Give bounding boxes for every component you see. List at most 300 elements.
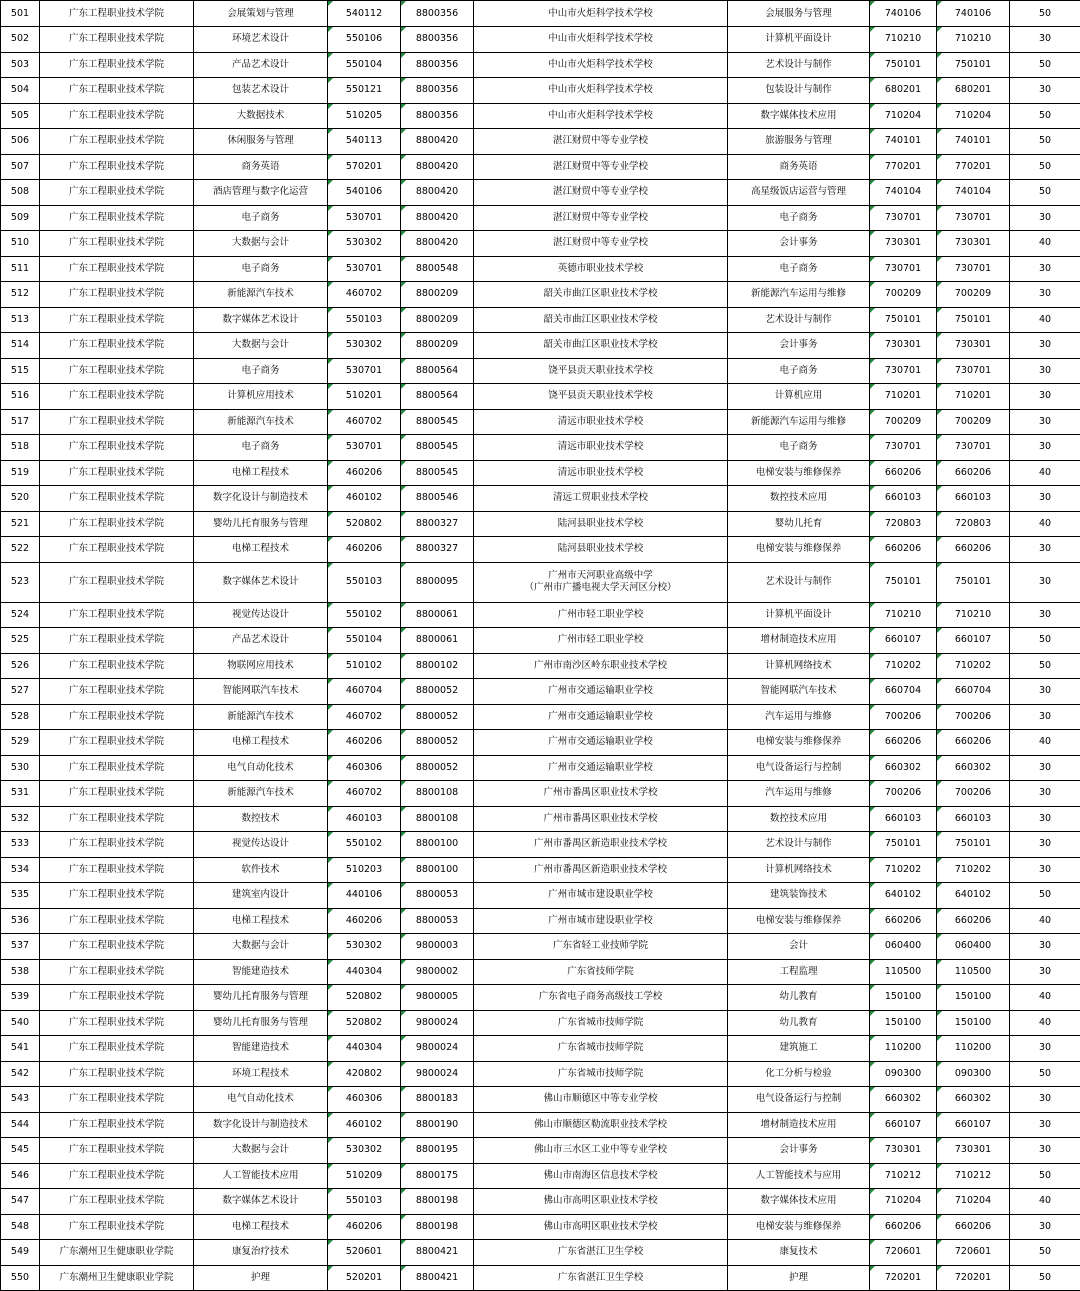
seq-cell[interactable]: 513 bbox=[1, 307, 40, 333]
school-major-cell[interactable]: 增材制造技术应用 bbox=[728, 628, 870, 654]
college-major-code-cell[interactable]: 570201 bbox=[328, 154, 401, 180]
school-major-code-cell[interactable]: 660302 bbox=[870, 755, 937, 781]
school-major-code2-cell[interactable]: 750101 bbox=[937, 307, 1010, 333]
plan-count-cell[interactable]: 30 bbox=[1010, 205, 1080, 231]
school-name-cell[interactable]: 清远市职业技术学校 bbox=[474, 409, 728, 435]
school-major-cell[interactable]: 电子商务 bbox=[728, 435, 870, 461]
college-major-cell[interactable]: 产品艺术设计 bbox=[194, 628, 328, 654]
school-code-cell[interactable]: 8800052 bbox=[401, 755, 474, 781]
college-cell[interactable]: 广东工程职业技术学院 bbox=[40, 231, 194, 257]
plan-count-cell[interactable]: 30 bbox=[1010, 486, 1080, 512]
school-name-cell[interactable]: 中山市火炬科学技术学校 bbox=[474, 52, 728, 78]
school-name-cell[interactable]: 广州市交通运输职业学校 bbox=[474, 730, 728, 756]
school-code-cell[interactable]: 8800100 bbox=[401, 857, 474, 883]
school-code-cell[interactable]: 8800198 bbox=[401, 1189, 474, 1215]
seq-cell[interactable]: 543 bbox=[1, 1087, 40, 1113]
school-major-code2-cell[interactable]: 150100 bbox=[937, 985, 1010, 1011]
school-major-cell[interactable]: 会计 bbox=[728, 934, 870, 960]
plan-count-cell[interactable]: 30 bbox=[1010, 1087, 1080, 1113]
plan-count-cell[interactable]: 30 bbox=[1010, 806, 1080, 832]
seq-cell[interactable]: 530 bbox=[1, 755, 40, 781]
school-major-code-cell[interactable]: 660302 bbox=[870, 1087, 937, 1113]
college-cell[interactable]: 广东工程职业技术学院 bbox=[40, 1, 194, 27]
school-major-code2-cell[interactable]: 720201 bbox=[937, 1265, 1010, 1291]
school-major-code-cell[interactable]: 720601 bbox=[870, 1240, 937, 1266]
plan-count-cell[interactable]: 50 bbox=[1010, 1265, 1080, 1291]
college-major-code-cell[interactable]: 460702 bbox=[328, 409, 401, 435]
seq-cell[interactable]: 542 bbox=[1, 1061, 40, 1087]
college-major-cell[interactable]: 电梯工程技术 bbox=[194, 908, 328, 934]
school-major-code-cell[interactable]: 710212 bbox=[870, 1163, 937, 1189]
plan-count-cell[interactable]: 50 bbox=[1010, 628, 1080, 654]
school-major-code2-cell[interactable]: 770201 bbox=[937, 154, 1010, 180]
college-major-cell[interactable]: 产品艺术设计 bbox=[194, 52, 328, 78]
school-major-code2-cell[interactable]: 660206 bbox=[937, 1214, 1010, 1240]
school-major-code-cell[interactable]: 730701 bbox=[870, 205, 937, 231]
school-major-code-cell[interactable]: 660704 bbox=[870, 679, 937, 705]
school-name-cell[interactable]: 清远市职业技术学校 bbox=[474, 435, 728, 461]
school-major-code2-cell[interactable]: 710204 bbox=[937, 1189, 1010, 1215]
college-major-cell[interactable]: 人工智能技术应用 bbox=[194, 1163, 328, 1189]
school-major-code-cell[interactable]: 700206 bbox=[870, 781, 937, 807]
college-major-cell[interactable]: 智能建造技术 bbox=[194, 1036, 328, 1062]
college-major-code-cell[interactable]: 520802 bbox=[328, 511, 401, 537]
school-major-cell[interactable]: 婴幼儿托育 bbox=[728, 511, 870, 537]
school-code-cell[interactable]: 8800102 bbox=[401, 653, 474, 679]
seq-cell[interactable]: 531 bbox=[1, 781, 40, 807]
school-major-cell[interactable]: 数控技术应用 bbox=[728, 486, 870, 512]
college-major-cell[interactable]: 大数据技术 bbox=[194, 103, 328, 129]
college-major-code-cell[interactable]: 460103 bbox=[328, 806, 401, 832]
college-major-cell[interactable]: 新能源汽车技术 bbox=[194, 282, 328, 308]
college-cell[interactable]: 广东工程职业技术学院 bbox=[40, 384, 194, 410]
college-major-cell[interactable]: 电子商务 bbox=[194, 205, 328, 231]
plan-count-cell[interactable]: 30 bbox=[1010, 282, 1080, 308]
college-major-cell[interactable]: 婴幼儿托育服务与管理 bbox=[194, 511, 328, 537]
school-code-cell[interactable]: 8800100 bbox=[401, 832, 474, 858]
college-major-cell[interactable]: 智能网联汽车技术 bbox=[194, 679, 328, 705]
college-major-cell[interactable]: 建筑室内设计 bbox=[194, 883, 328, 909]
school-major-cell[interactable]: 数字媒体技术应用 bbox=[728, 1189, 870, 1215]
college-major-code-cell[interactable]: 550106 bbox=[328, 27, 401, 53]
school-name-cell[interactable]: 湛江财贸中等专业学校 bbox=[474, 205, 728, 231]
school-major-code2-cell[interactable]: 660302 bbox=[937, 755, 1010, 781]
college-cell[interactable]: 广东工程职业技术学院 bbox=[40, 1163, 194, 1189]
school-name-cell[interactable]: 韶关市曲江区职业技术学校 bbox=[474, 333, 728, 359]
school-name-cell[interactable]: 陆河县职业技术学校 bbox=[474, 511, 728, 537]
school-name-cell[interactable]: 饶平县贡天职业技术学校 bbox=[474, 358, 728, 384]
college-major-code-cell[interactable]: 540113 bbox=[328, 129, 401, 155]
college-major-code-cell[interactable]: 460206 bbox=[328, 537, 401, 563]
plan-count-cell[interactable]: 30 bbox=[1010, 679, 1080, 705]
college-major-code-cell[interactable]: 540106 bbox=[328, 180, 401, 206]
college-major-code-cell[interactable]: 550102 bbox=[328, 832, 401, 858]
college-major-code-cell[interactable]: 550103 bbox=[328, 562, 401, 602]
school-major-code2-cell[interactable]: 660206 bbox=[937, 537, 1010, 563]
school-major-code-cell[interactable]: 740101 bbox=[870, 129, 937, 155]
seq-cell[interactable]: 534 bbox=[1, 857, 40, 883]
school-code-cell[interactable]: 8800545 bbox=[401, 409, 474, 435]
school-major-code-cell[interactable]: 710204 bbox=[870, 1189, 937, 1215]
school-code-cell[interactable]: 8800183 bbox=[401, 1087, 474, 1113]
college-cell[interactable]: 广东工程职业技术学院 bbox=[40, 27, 194, 53]
school-name-cell[interactable]: 英德市职业技术学校 bbox=[474, 256, 728, 282]
college-cell[interactable]: 广东工程职业技术学院 bbox=[40, 1036, 194, 1062]
school-code-cell[interactable]: 8800356 bbox=[401, 52, 474, 78]
school-major-code2-cell[interactable]: 090300 bbox=[937, 1061, 1010, 1087]
school-name-cell[interactable]: 中山市火炬科学技术学校 bbox=[474, 78, 728, 104]
college-cell[interactable]: 广东工程职业技术学院 bbox=[40, 562, 194, 602]
plan-count-cell[interactable]: 30 bbox=[1010, 27, 1080, 53]
college-cell[interactable]: 广东工程职业技术学院 bbox=[40, 486, 194, 512]
college-major-cell[interactable]: 数字化设计与制造技术 bbox=[194, 486, 328, 512]
plan-count-cell[interactable]: 30 bbox=[1010, 384, 1080, 410]
school-major-cell[interactable]: 会计事务 bbox=[728, 1138, 870, 1164]
plan-count-cell[interactable]: 30 bbox=[1010, 409, 1080, 435]
school-major-code-cell[interactable]: 730701 bbox=[870, 435, 937, 461]
school-major-code2-cell[interactable]: 660206 bbox=[937, 730, 1010, 756]
school-name-cell[interactable]: 饶平县贡天职业技术学校 bbox=[474, 384, 728, 410]
plan-count-cell[interactable]: 50 bbox=[1010, 103, 1080, 129]
school-major-cell[interactable]: 数字媒体技术应用 bbox=[728, 103, 870, 129]
school-major-code-cell[interactable]: 730301 bbox=[870, 1138, 937, 1164]
school-code-cell[interactable]: 8800356 bbox=[401, 1, 474, 27]
school-name-cell[interactable]: 湛江财贸中等专业学校 bbox=[474, 129, 728, 155]
plan-count-cell[interactable]: 30 bbox=[1010, 256, 1080, 282]
college-cell[interactable]: 广东工程职业技术学院 bbox=[40, 832, 194, 858]
school-major-code2-cell[interactable]: 730701 bbox=[937, 205, 1010, 231]
school-code-cell[interactable]: 8800108 bbox=[401, 781, 474, 807]
seq-cell[interactable]: 520 bbox=[1, 486, 40, 512]
school-major-cell[interactable]: 汽车运用与维修 bbox=[728, 704, 870, 730]
seq-cell[interactable]: 516 bbox=[1, 384, 40, 410]
school-major-cell[interactable]: 电梯安装与维修保养 bbox=[728, 730, 870, 756]
school-major-code-cell[interactable]: 710202 bbox=[870, 653, 937, 679]
seq-cell[interactable]: 549 bbox=[1, 1240, 40, 1266]
seq-cell[interactable]: 507 bbox=[1, 154, 40, 180]
plan-count-cell[interactable]: 40 bbox=[1010, 511, 1080, 537]
school-major-code-cell[interactable]: 700209 bbox=[870, 282, 937, 308]
college-major-code-cell[interactable]: 530302 bbox=[328, 333, 401, 359]
school-code-cell[interactable]: 8800095 bbox=[401, 562, 474, 602]
college-major-code-cell[interactable]: 530701 bbox=[328, 435, 401, 461]
college-major-cell[interactable]: 电梯工程技术 bbox=[194, 537, 328, 563]
school-major-code-cell[interactable]: 730701 bbox=[870, 256, 937, 282]
school-code-cell[interactable]: 8800420 bbox=[401, 129, 474, 155]
school-code-cell[interactable]: 8800190 bbox=[401, 1112, 474, 1138]
school-major-code2-cell[interactable]: 660206 bbox=[937, 908, 1010, 934]
school-name-cell[interactable]: 中山市火炬科学技术学校 bbox=[474, 103, 728, 129]
college-major-cell[interactable]: 休闲服务与管理 bbox=[194, 129, 328, 155]
school-major-cell[interactable]: 建筑装饰技术 bbox=[728, 883, 870, 909]
school-major-cell[interactable]: 艺术设计与制作 bbox=[728, 832, 870, 858]
school-name-cell[interactable]: 佛山市高明区职业技术学校 bbox=[474, 1214, 728, 1240]
school-code-cell[interactable]: 8800327 bbox=[401, 537, 474, 563]
seq-cell[interactable]: 548 bbox=[1, 1214, 40, 1240]
college-major-cell[interactable]: 电梯工程技术 bbox=[194, 730, 328, 756]
school-major-code-cell[interactable]: 110200 bbox=[870, 1036, 937, 1062]
school-major-cell[interactable]: 计算机网络技术 bbox=[728, 653, 870, 679]
college-major-cell[interactable]: 护理 bbox=[194, 1265, 328, 1291]
seq-cell[interactable]: 523 bbox=[1, 562, 40, 602]
plan-count-cell[interactable]: 50 bbox=[1010, 1240, 1080, 1266]
school-name-cell[interactable]: 广东省湛江卫生学校 bbox=[474, 1240, 728, 1266]
school-name-cell[interactable]: 广东省湛江卫生学校 bbox=[474, 1265, 728, 1291]
college-major-code-cell[interactable]: 520802 bbox=[328, 985, 401, 1011]
plan-count-cell[interactable]: 40 bbox=[1010, 1189, 1080, 1215]
seq-cell[interactable]: 524 bbox=[1, 602, 40, 628]
school-code-cell[interactable]: 8800053 bbox=[401, 883, 474, 909]
school-name-cell[interactable]: 中山市火炬科学技术学校 bbox=[474, 27, 728, 53]
school-name-cell[interactable]: 广州市轻工职业学校 bbox=[474, 628, 728, 654]
school-major-code2-cell[interactable]: 740106 bbox=[937, 1, 1010, 27]
plan-count-cell[interactable]: 30 bbox=[1010, 755, 1080, 781]
seq-cell[interactable]: 517 bbox=[1, 409, 40, 435]
school-name-cell[interactable]: 广州市番禺区新造职业技术学校 bbox=[474, 857, 728, 883]
seq-cell[interactable]: 538 bbox=[1, 959, 40, 985]
school-major-code-cell[interactable]: 700209 bbox=[870, 409, 937, 435]
college-major-cell[interactable]: 电梯工程技术 bbox=[194, 460, 328, 486]
school-code-cell[interactable]: 8800052 bbox=[401, 679, 474, 705]
school-major-cell[interactable]: 电梯安装与维修保养 bbox=[728, 908, 870, 934]
college-major-cell[interactable]: 酒店管理与数字化运营 bbox=[194, 180, 328, 206]
college-major-cell[interactable]: 大数据与会计 bbox=[194, 231, 328, 257]
college-cell[interactable]: 广东工程职业技术学院 bbox=[40, 1010, 194, 1036]
college-major-code-cell[interactable]: 510203 bbox=[328, 857, 401, 883]
college-major-cell[interactable]: 大数据与会计 bbox=[194, 1138, 328, 1164]
school-major-code2-cell[interactable]: 660103 bbox=[937, 486, 1010, 512]
college-cell[interactable]: 广东工程职业技术学院 bbox=[40, 857, 194, 883]
college-major-code-cell[interactable]: 460702 bbox=[328, 282, 401, 308]
school-code-cell[interactable]: 9800003 bbox=[401, 934, 474, 960]
school-major-cell[interactable]: 工程监理 bbox=[728, 959, 870, 985]
seq-cell[interactable]: 547 bbox=[1, 1189, 40, 1215]
college-major-cell[interactable]: 环境工程技术 bbox=[194, 1061, 328, 1087]
school-major-code2-cell[interactable]: 700209 bbox=[937, 282, 1010, 308]
plan-count-cell[interactable]: 30 bbox=[1010, 358, 1080, 384]
school-code-cell[interactable]: 8800209 bbox=[401, 307, 474, 333]
school-major-code2-cell[interactable]: 700206 bbox=[937, 781, 1010, 807]
school-major-code-cell[interactable]: 730301 bbox=[870, 333, 937, 359]
college-major-cell[interactable]: 新能源汽车技术 bbox=[194, 704, 328, 730]
school-major-cell[interactable]: 智能网联汽车技术 bbox=[728, 679, 870, 705]
seq-cell[interactable]: 525 bbox=[1, 628, 40, 654]
school-major-code2-cell[interactable]: 660302 bbox=[937, 1087, 1010, 1113]
college-major-cell[interactable]: 婴幼儿托育服务与管理 bbox=[194, 1010, 328, 1036]
college-cell[interactable]: 广东工程职业技术学院 bbox=[40, 679, 194, 705]
college-cell[interactable]: 广东工程职业技术学院 bbox=[40, 307, 194, 333]
school-name-cell[interactable]: 湛江财贸中等专业学校 bbox=[474, 180, 728, 206]
school-major-code-cell[interactable]: 710201 bbox=[870, 384, 937, 410]
plan-count-cell[interactable]: 40 bbox=[1010, 307, 1080, 333]
seq-cell[interactable]: 541 bbox=[1, 1036, 40, 1062]
school-major-code2-cell[interactable]: 660107 bbox=[937, 1112, 1010, 1138]
college-major-code-cell[interactable]: 440304 bbox=[328, 1036, 401, 1062]
school-major-code-cell[interactable]: 110500 bbox=[870, 959, 937, 985]
school-code-cell[interactable]: 8800420 bbox=[401, 231, 474, 257]
school-code-cell[interactable]: 8800356 bbox=[401, 78, 474, 104]
school-major-code-cell[interactable]: 660103 bbox=[870, 806, 937, 832]
college-major-code-cell[interactable]: 510201 bbox=[328, 384, 401, 410]
school-major-code2-cell[interactable]: 730701 bbox=[937, 358, 1010, 384]
college-cell[interactable]: 广东工程职业技术学院 bbox=[40, 883, 194, 909]
school-code-cell[interactable]: 8800052 bbox=[401, 730, 474, 756]
plan-count-cell[interactable]: 50 bbox=[1010, 653, 1080, 679]
school-code-cell[interactable]: 8800175 bbox=[401, 1163, 474, 1189]
seq-cell[interactable]: 504 bbox=[1, 78, 40, 104]
college-major-cell[interactable]: 视觉传达设计 bbox=[194, 602, 328, 628]
college-major-cell[interactable]: 商务英语 bbox=[194, 154, 328, 180]
seq-cell[interactable]: 527 bbox=[1, 679, 40, 705]
plan-count-cell[interactable]: 50 bbox=[1010, 1163, 1080, 1189]
college-cell[interactable]: 广东工程职业技术学院 bbox=[40, 460, 194, 486]
college-major-cell[interactable]: 新能源汽车技术 bbox=[194, 409, 328, 435]
school-name-cell[interactable]: 广州市交通运输职业学校 bbox=[474, 679, 728, 705]
school-major-code-cell[interactable]: 710202 bbox=[870, 857, 937, 883]
school-code-cell[interactable]: 8800061 bbox=[401, 628, 474, 654]
school-name-cell[interactable]: 广东省城市技师学院 bbox=[474, 1036, 728, 1062]
school-code-cell[interactable]: 8800209 bbox=[401, 333, 474, 359]
school-major-cell[interactable]: 电梯安装与维修保养 bbox=[728, 460, 870, 486]
school-major-code2-cell[interactable]: 150100 bbox=[937, 1010, 1010, 1036]
plan-count-cell[interactable]: 40 bbox=[1010, 460, 1080, 486]
school-major-cell[interactable]: 计算机平面设计 bbox=[728, 27, 870, 53]
school-name-cell[interactable]: 中山市火炬科学技术学校 bbox=[474, 1, 728, 27]
school-code-cell[interactable]: 9800005 bbox=[401, 985, 474, 1011]
seq-cell[interactable]: 546 bbox=[1, 1163, 40, 1189]
school-major-cell[interactable]: 人工智能技术与应用 bbox=[728, 1163, 870, 1189]
college-major-cell[interactable]: 数字化设计与制造技术 bbox=[194, 1112, 328, 1138]
college-major-code-cell[interactable]: 460206 bbox=[328, 1214, 401, 1240]
seq-cell[interactable]: 521 bbox=[1, 511, 40, 537]
college-major-code-cell[interactable]: 520601 bbox=[328, 1240, 401, 1266]
school-major-code2-cell[interactable]: 750101 bbox=[937, 52, 1010, 78]
plan-count-cell[interactable]: 30 bbox=[1010, 704, 1080, 730]
school-major-code2-cell[interactable]: 660103 bbox=[937, 806, 1010, 832]
school-major-cell[interactable]: 会计事务 bbox=[728, 333, 870, 359]
school-major-cell[interactable]: 电气设备运行与控制 bbox=[728, 1087, 870, 1113]
school-code-cell[interactable]: 8800356 bbox=[401, 27, 474, 53]
plan-count-cell[interactable]: 50 bbox=[1010, 154, 1080, 180]
college-cell[interactable]: 广东工程职业技术学院 bbox=[40, 52, 194, 78]
college-cell[interactable]: 广东工程职业技术学院 bbox=[40, 1189, 194, 1215]
seq-cell[interactable]: 545 bbox=[1, 1138, 40, 1164]
school-major-cell[interactable]: 护理 bbox=[728, 1265, 870, 1291]
school-major-code2-cell[interactable]: 730701 bbox=[937, 256, 1010, 282]
college-major-code-cell[interactable]: 530701 bbox=[328, 358, 401, 384]
college-major-code-cell[interactable]: 460704 bbox=[328, 679, 401, 705]
school-major-code2-cell[interactable]: 740101 bbox=[937, 129, 1010, 155]
college-major-cell[interactable]: 数字媒体艺术设计 bbox=[194, 307, 328, 333]
college-major-cell[interactable]: 数控技术 bbox=[194, 806, 328, 832]
college-major-code-cell[interactable]: 460206 bbox=[328, 460, 401, 486]
plan-count-cell[interactable]: 30 bbox=[1010, 832, 1080, 858]
seq-cell[interactable]: 514 bbox=[1, 333, 40, 359]
school-major-code-cell[interactable]: 660206 bbox=[870, 1214, 937, 1240]
college-major-cell[interactable]: 物联网应用技术 bbox=[194, 653, 328, 679]
school-name-cell[interactable]: 湛江财贸中等专业学校 bbox=[474, 231, 728, 257]
school-major-code2-cell[interactable]: 710201 bbox=[937, 384, 1010, 410]
school-name-cell[interactable]: 韶关市曲江区职业技术学校 bbox=[474, 282, 728, 308]
college-major-cell[interactable]: 婴幼儿托育服务与管理 bbox=[194, 985, 328, 1011]
college-major-code-cell[interactable]: 530701 bbox=[328, 205, 401, 231]
seq-cell[interactable]: 537 bbox=[1, 934, 40, 960]
plan-count-cell[interactable]: 50 bbox=[1010, 129, 1080, 155]
plan-count-cell[interactable]: 50 bbox=[1010, 1, 1080, 27]
school-name-cell[interactable]: 广州市城市建设职业学校 bbox=[474, 883, 728, 909]
school-major-code-cell[interactable]: 730301 bbox=[870, 231, 937, 257]
college-cell[interactable]: 广东工程职业技术学院 bbox=[40, 409, 194, 435]
college-cell[interactable]: 广东工程职业技术学院 bbox=[40, 1112, 194, 1138]
school-name-cell[interactable]: 广东省轻工业技师学院 bbox=[474, 934, 728, 960]
college-cell[interactable]: 广东工程职业技术学院 bbox=[40, 78, 194, 104]
college-major-cell[interactable]: 电子商务 bbox=[194, 256, 328, 282]
school-name-cell[interactable]: 韶关市曲江区职业技术学校 bbox=[474, 307, 728, 333]
school-major-cell[interactable]: 计算机应用 bbox=[728, 384, 870, 410]
school-major-code-cell[interactable]: 710210 bbox=[870, 27, 937, 53]
school-name-cell[interactable]: 广东省城市技师学院 bbox=[474, 1010, 728, 1036]
college-major-cell[interactable]: 电子商务 bbox=[194, 358, 328, 384]
school-code-cell[interactable]: 8800053 bbox=[401, 908, 474, 934]
seq-cell[interactable]: 533 bbox=[1, 832, 40, 858]
school-code-cell[interactable]: 8800052 bbox=[401, 704, 474, 730]
plan-count-cell[interactable]: 50 bbox=[1010, 52, 1080, 78]
school-name-cell[interactable]: 广州市交通运输职业学校 bbox=[474, 755, 728, 781]
college-major-code-cell[interactable]: 520802 bbox=[328, 1010, 401, 1036]
plan-count-cell[interactable]: 40 bbox=[1010, 985, 1080, 1011]
plan-count-cell[interactable]: 30 bbox=[1010, 1036, 1080, 1062]
college-major-cell[interactable]: 会展策划与管理 bbox=[194, 1, 328, 27]
seq-cell[interactable]: 511 bbox=[1, 256, 40, 282]
school-code-cell[interactable]: 8800356 bbox=[401, 103, 474, 129]
college-cell[interactable]: 广东潮州卫生健康职业学院 bbox=[40, 1240, 194, 1266]
school-code-cell[interactable]: 8800061 bbox=[401, 602, 474, 628]
school-name-cell[interactable]: 佛山市顺德区中等专业学校 bbox=[474, 1087, 728, 1113]
college-major-code-cell[interactable]: 530302 bbox=[328, 934, 401, 960]
plan-count-cell[interactable]: 30 bbox=[1010, 1138, 1080, 1164]
school-major-code2-cell[interactable]: 710210 bbox=[937, 602, 1010, 628]
school-code-cell[interactable]: 8800420 bbox=[401, 180, 474, 206]
college-cell[interactable]: 广东工程职业技术学院 bbox=[40, 959, 194, 985]
seq-cell[interactable]: 502 bbox=[1, 27, 40, 53]
school-major-code2-cell[interactable]: 700206 bbox=[937, 704, 1010, 730]
college-cell[interactable]: 广东工程职业技术学院 bbox=[40, 1061, 194, 1087]
school-name-cell[interactable]: 广东省电子商务高级技工学校 bbox=[474, 985, 728, 1011]
school-major-code2-cell[interactable]: 710212 bbox=[937, 1163, 1010, 1189]
school-major-code-cell[interactable]: 660103 bbox=[870, 486, 937, 512]
seq-cell[interactable]: 505 bbox=[1, 103, 40, 129]
school-major-code-cell[interactable]: 660107 bbox=[870, 628, 937, 654]
school-name-cell[interactable]: 广州市番禺区职业技术学校 bbox=[474, 781, 728, 807]
school-major-cell[interactable]: 艺术设计与制作 bbox=[728, 307, 870, 333]
seq-cell[interactable]: 515 bbox=[1, 358, 40, 384]
seq-cell[interactable]: 506 bbox=[1, 129, 40, 155]
school-major-code-cell[interactable]: 150100 bbox=[870, 1010, 937, 1036]
school-name-cell[interactable]: 广州市番禺区职业技术学校 bbox=[474, 806, 728, 832]
plan-count-cell[interactable]: 30 bbox=[1010, 1214, 1080, 1240]
college-cell[interactable]: 广东工程职业技术学院 bbox=[40, 1087, 194, 1113]
school-major-code-cell[interactable]: 060400 bbox=[870, 934, 937, 960]
school-name-cell[interactable]: 佛山市高明区职业技术学校 bbox=[474, 1189, 728, 1215]
school-code-cell[interactable]: 9800024 bbox=[401, 1061, 474, 1087]
college-major-cell[interactable]: 新能源汽车技术 bbox=[194, 781, 328, 807]
school-major-code-cell[interactable]: 660206 bbox=[870, 908, 937, 934]
seq-cell[interactable]: 510 bbox=[1, 231, 40, 257]
school-major-code2-cell[interactable]: 710210 bbox=[937, 27, 1010, 53]
seq-cell[interactable]: 503 bbox=[1, 52, 40, 78]
plan-count-cell[interactable]: 30 bbox=[1010, 781, 1080, 807]
college-major-cell[interactable]: 数字媒体艺术设计 bbox=[194, 562, 328, 602]
